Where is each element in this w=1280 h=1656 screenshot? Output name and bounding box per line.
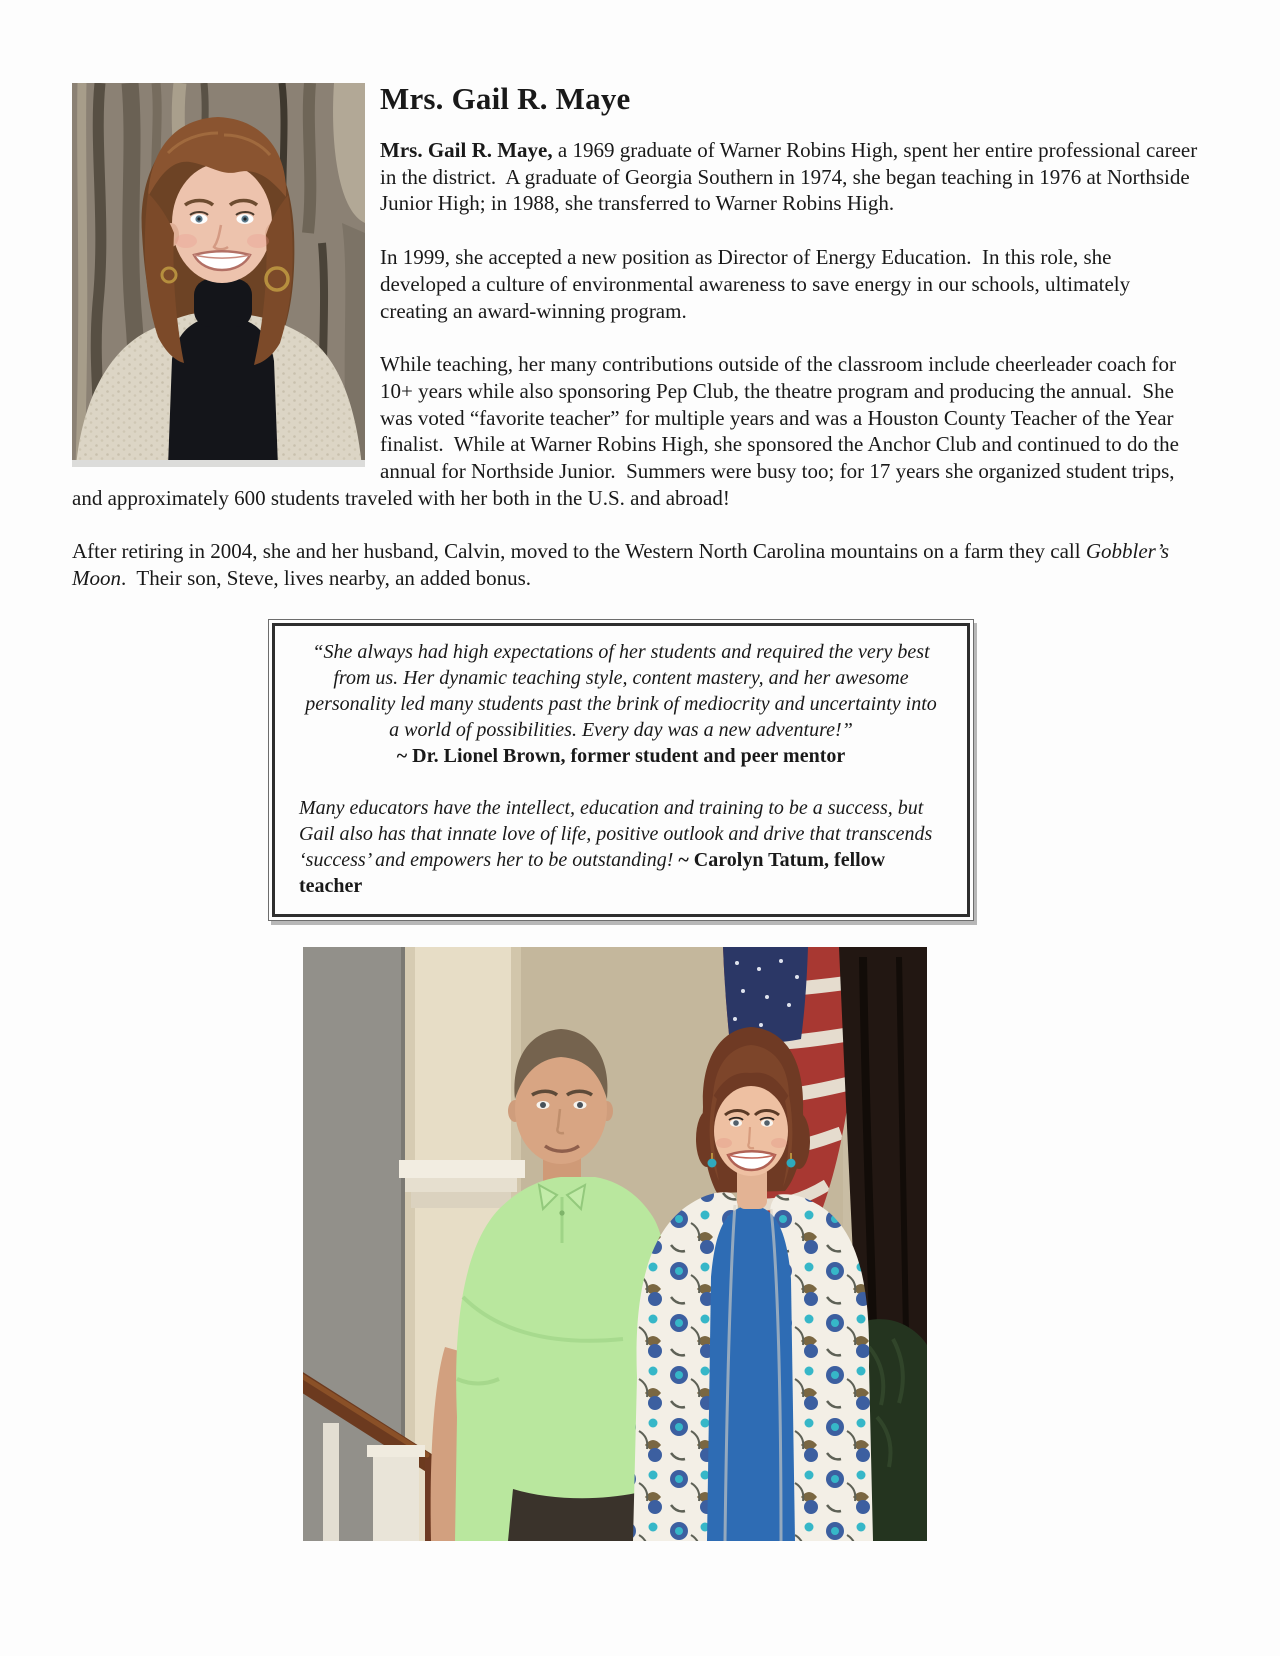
testimonial-attribution-2: ~ Carolyn Tatum, fellow teacher bbox=[299, 848, 891, 897]
bio-name-lead: Mrs. Gail R. Maye, bbox=[380, 138, 553, 162]
bio-paragraph-3: While teaching, her many contributions outside of the classroom include cheerleader coach for 10+ years while also sponsoring Pep Club, the theatre program and producing the annual. She was voted “favorite teacher” for multiple years and was a Houston County Teacher of the Year finalist. While at Warner Robins High, she sponsored the Anchor Club and continued to do the annual for Northside Junior. Summers were busy too; for 17 years she organized student trips, and approximately 600 students traveled with her both in the U.S. and abroad! bbox=[72, 352, 1185, 510]
farm-name: Gobbler’s Moon bbox=[72, 539, 1175, 591]
bio-paragraph-4-post: . Their son, Steve, lives nearby, an added bonus. bbox=[121, 566, 531, 591]
bio-paragraph-2: In 1999, she accepted a new position as Director of Energy Education. In this role, she developed a culture of environmental awareness to save energy in our schools, ultimately creating an award-winning program. bbox=[380, 245, 1136, 323]
testimonial-box bbox=[268, 619, 974, 921]
bio-paragraph-4-pre: After retiring in 2004, she and her husband, Calvin, moved to the Western North Carolina mountains on a farm they call bbox=[72, 539, 1086, 564]
testimonial-attribution-1: ~ Dr. Lionel Brown, former student and peer mentor bbox=[396, 744, 846, 767]
testimonial-quote-2-text: Many educators have the intellect, education and training to be a success, but Gail also has that innate love of life, positive outlook and drive that transcends ‘success’ and empowers her to be outstanding! bbox=[299, 796, 938, 871]
testimonial-quote-1: “She always had high expectations of her students and required the very best from us. Her dynamic teaching style, content mastery, and her awesome personality led many students past the brink of mediocrity and uncertainty into a world of possibilities. Every day was a new adventure!” bbox=[305, 640, 942, 741]
testimonial-quote-2 bbox=[299, 795, 943, 899]
page-title: Mrs. Gail R. Maye bbox=[380, 81, 631, 116]
couple-photo bbox=[303, 947, 927, 1541]
testimonial-box-inner bbox=[272, 623, 970, 917]
bio-paragraph-1-text: a 1969 graduate of Warner Robins High, spent her entire professional career in the district. A graduate of Georgia Southern in 1974, she began teaching in 1976 at Northside Junior High; in 1988, she transferred to Warner Robins High. bbox=[380, 138, 1203, 216]
portrait-photo bbox=[72, 83, 365, 467]
bio-paragraph-4 bbox=[72, 538, 1202, 591]
